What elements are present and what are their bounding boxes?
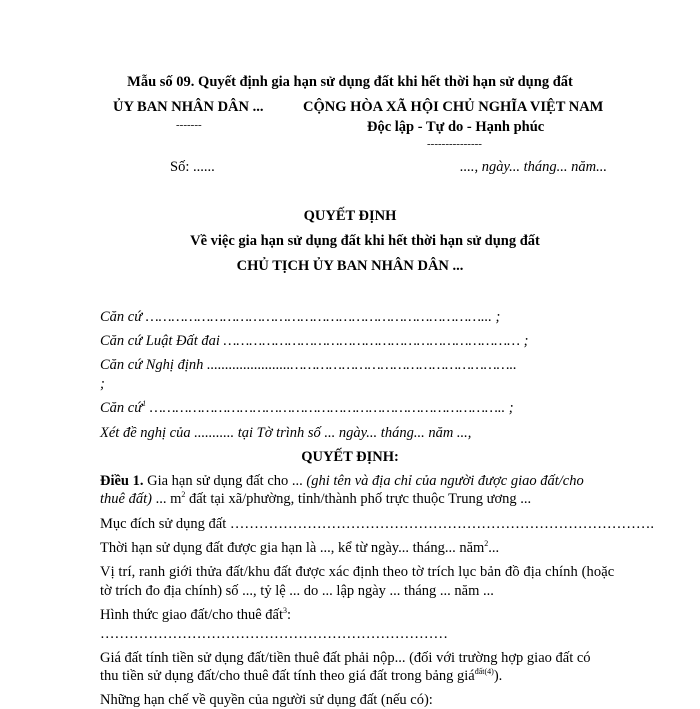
price-line-2: thu tiền sử dụng đất/cho thuê đất tính theo giá đất trong bảng giá$^{đất(4)}$). xyxy=(100,667,503,684)
basis-line-5: Xét đề nghị của ........... tại Tờ trình số ... ngày... tháng... năm ..., xyxy=(100,425,472,441)
nation-name: CỘNG HÒA XÃ HỘI CHỦ NGHĨA VIỆT NAM xyxy=(303,99,604,115)
price-line-1: Giá đất tính tiền sử dụng đất/tiền thuê đất phải nộp... (đối với trường hợp giao đất có xyxy=(100,650,591,666)
purpose-line: Mục đích sử dụng đất ……………………………………………………………………………. xyxy=(100,516,655,532)
agency-name: ỦY BAN NHÂN DÂN ... xyxy=(113,99,264,115)
form-line: Hình thức giao đất/cho thuê đất$^3$: xyxy=(100,606,292,623)
decision-authority: CHỦ TỊCH ỦY BAN NHÂN DÂN ... xyxy=(236,258,464,274)
document-date: ...., ngày... tháng... năm... xyxy=(460,159,608,175)
motto-rule: --------------- xyxy=(427,138,482,150)
basis-line-2: Căn cứ Luật Đất đai …………………………………………………………… ; xyxy=(100,333,529,349)
article-1-line-2: thuê đất) ... $m^2$ đất tại xã/phường, tỉnh/thành phố trực thuộc Trung ương ... xyxy=(100,490,532,507)
decision-subject: Về việc gia hạn sử dụng đất khi hết thời hạn sử dụng đất xyxy=(190,233,540,249)
location-line-2: tờ trích đo địa chính) số ..., tỷ lệ ... do ... lập ngày ... tháng ... năm ... xyxy=(100,583,494,599)
article-1-line-1: Điều 1. Gia hạn sử dụng đất cho ... (ghi tên và địa chỉ của người được giao đất/cho xyxy=(100,473,584,489)
agency-rule: ------- xyxy=(176,119,202,131)
term-line: Thời hạn sử dụng đất được gia hạn là ..., kể từ ngày... tháng... năm$^2$... xyxy=(100,539,500,556)
basis-line-1: Căn cứ ……………………………………………………………………... ; xyxy=(100,309,501,325)
decision-heading: QUYẾT ĐỊNH: xyxy=(301,449,399,465)
document-number: Số: ...... xyxy=(170,159,215,175)
location-line-1: Vị trí, ranh giới thửa đất/khu đất được xác định theo tờ trích lục bản đồ địa chính (hoặc xyxy=(100,564,615,580)
basis-line-4: Căn cứ$^1$ ……………………………………………………………………….. ; xyxy=(100,399,514,416)
form-dots: ……………………………………………………………… xyxy=(100,626,448,642)
motto: Độc lập - Tự do - Hạnh phúc xyxy=(367,119,545,135)
restrictions-line: Những hạn chế về quyền của người sử dụng đất (nếu có): xyxy=(100,692,433,708)
basis-line-3: Căn cứ Nghị định .......................…………………………………………….. xyxy=(100,357,517,373)
form-title: Mẫu số 09. Quyết định gia hạn sử dụng đất khi hết thời hạn sử dụng đất xyxy=(127,74,573,90)
basis-line-3-end: ; xyxy=(100,376,105,392)
decision-title: QUYẾT ĐỊNH xyxy=(303,208,397,224)
